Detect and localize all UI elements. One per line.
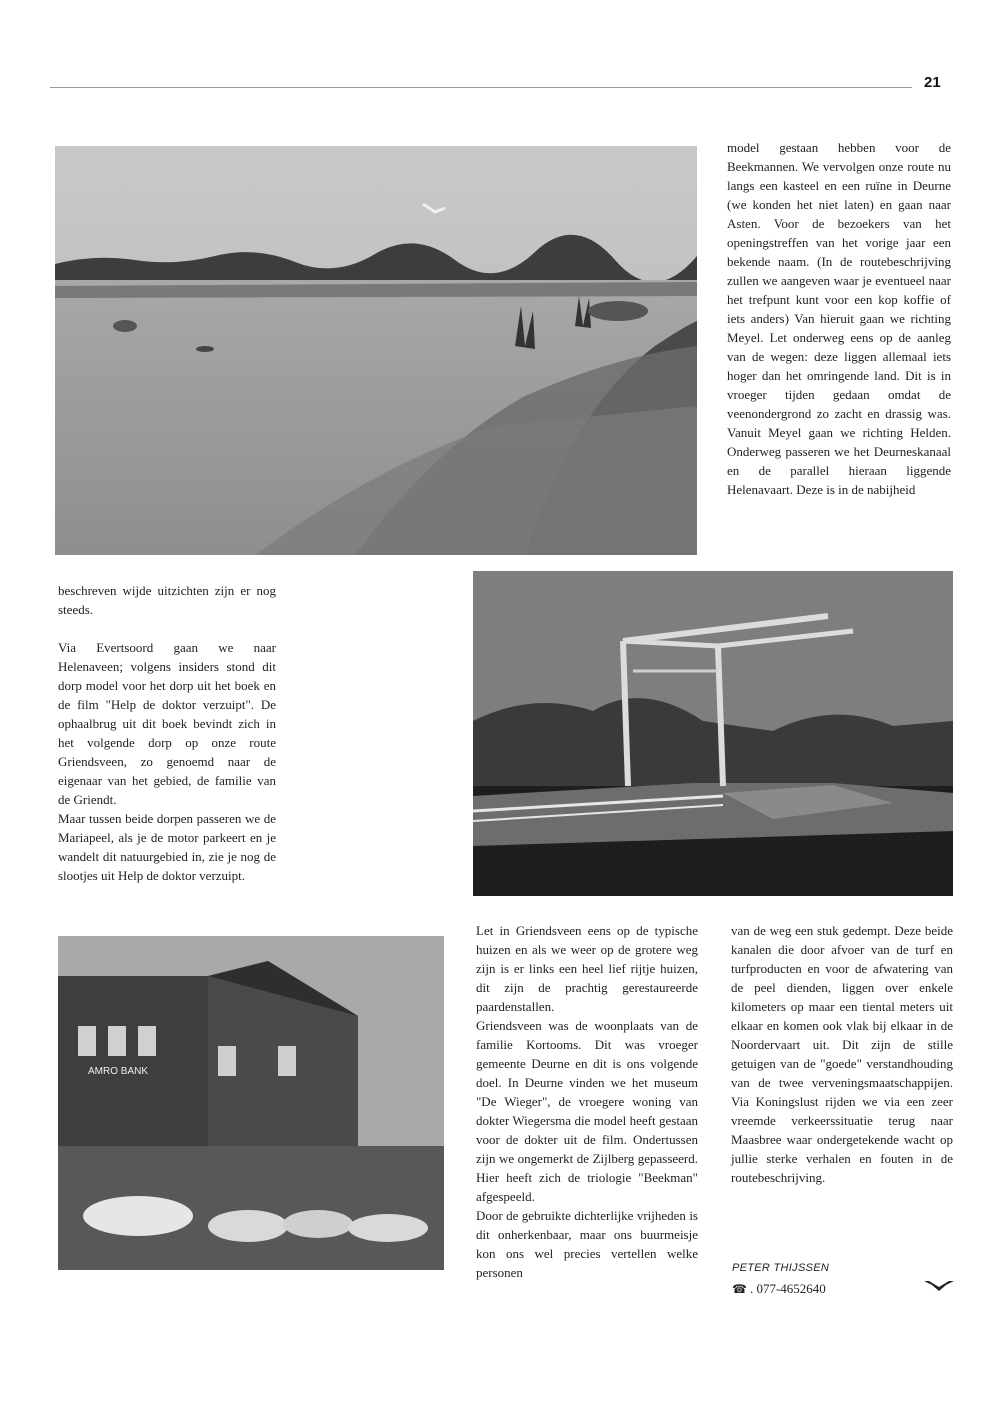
phone-line [732,1281,826,1297]
paragraph: Griendsveen was de woonplaats van de familie Kortooms. Dit was vroeger gemeente Deurne en dit is ons volgende doel. In Deurne vinden we het museum "De Wieger", de vroegere woning van dokter Wiegersma die model heeft gestaan voor de dokter uit de film. Ondertussen zijn we ongemerkt de Zijlberg gepasseerd. Hier heeft zich de triologie "Beekman" afgespeeld. [476,1018,698,1204]
paragraph: beschreven wijde uitzichten zijn er nog steeds. [58,583,276,617]
telephone-icon: ☎ [732,1282,747,1296]
phone-number: . 077-4652640 [749,1281,826,1296]
paragraph: Let in Griendsveen eens op de typische huizen en als we weer op de grotere weg zijn is er links een heel lief rijtje huizen, dit zijn de prachtig gerestaureerde paardenstallen. [476,923,698,1014]
drawbridge-photo [473,571,953,896]
article-column-middle [476,921,698,1282]
paragraph: Via Evertsoord gaan we naar Helenaveen; volgens insiders stond dit dorp model voor het dorp uit het boek en de film "Help de doktor verzuipt". De ophaalbrug uit dit boek bevindt zich in het volgende dorp op onze route Griendsveen, zo genoemd naar de eigenaar van het gebied, de familie van de Griendt. [58,640,276,807]
article-column-right-bottom [731,921,953,1187]
paragraph: Door de gebruikte dichterlijke vrijheden is dit onherkenbaar, maar ons buurmeisje kon ons wel precies vertellen welke personen [476,1208,698,1280]
lake-landscape-photo [55,146,697,555]
author-name: PETER THIJSSEN [732,1262,830,1274]
paragraph: model gestaan hebben voor de Beekmannen. We vervolgen onze route nu langs een kasteel en een ruïne in Deurne (we konden het niet laten) en gaan naar Asten. Voor de bezoekers van het openingstreffen van het vorige jaar een bekende naam. (In de routebeschrijving zullen we aangeven waar je eventueel naar het trefpunt kunt voor een kop koffie of iets anders) Van hieruit gaan we richting Meyel. Let onderweg eens op de aanleg van de wegen: deze liggen allemaal iets hoger dan het omringende land. Dit is in vroeger tijden gedaan omdat de veenondergrond zo zacht en drassig was. Vanuit Meyel gaan we richting Helden. Onderweg passeren we het Deurneskanaal en de parallel hieraan liggende Helenavaart. Deze is in de nabijheid [727,140,951,497]
header-rule [50,87,912,88]
page-number: 21 [924,74,941,91]
article-column-left [58,581,276,885]
article-column-right-top [727,138,951,499]
paragraph: Maar tussen beide dorpen passeren we de Mariapeel, als je de motor parkeert en je wandelt dit natuurgebied in, zie je nog de slootjes uit Help de doktor verzuipt. [58,811,276,883]
paragraph: van de weg een stuk gedempt. Deze beide kanalen die door afvoer van de turf en turfproducten en voor de afwatering van de peel dienden, liggen over enkele kilometers op maar een tiental meters uit elkaar en komen ook vlak bij elkaar in de Noordervaart uit. Dit zijn de stille getuigen van de "goede" verstandhouding van de twee verveningsmaatschappijen. Via Koningslust rijden we via een zeer vreemde verkeerssituatie terug naar Maasbree waar ondergetekende wacht op jullie sterke verhalen en fouten in de routebeschrijving. [731,923,953,1185]
street-building-photo [58,936,444,1270]
club-logo-icon [924,1278,954,1297]
bank-sign: AMRO BANK [88,1066,149,1077]
